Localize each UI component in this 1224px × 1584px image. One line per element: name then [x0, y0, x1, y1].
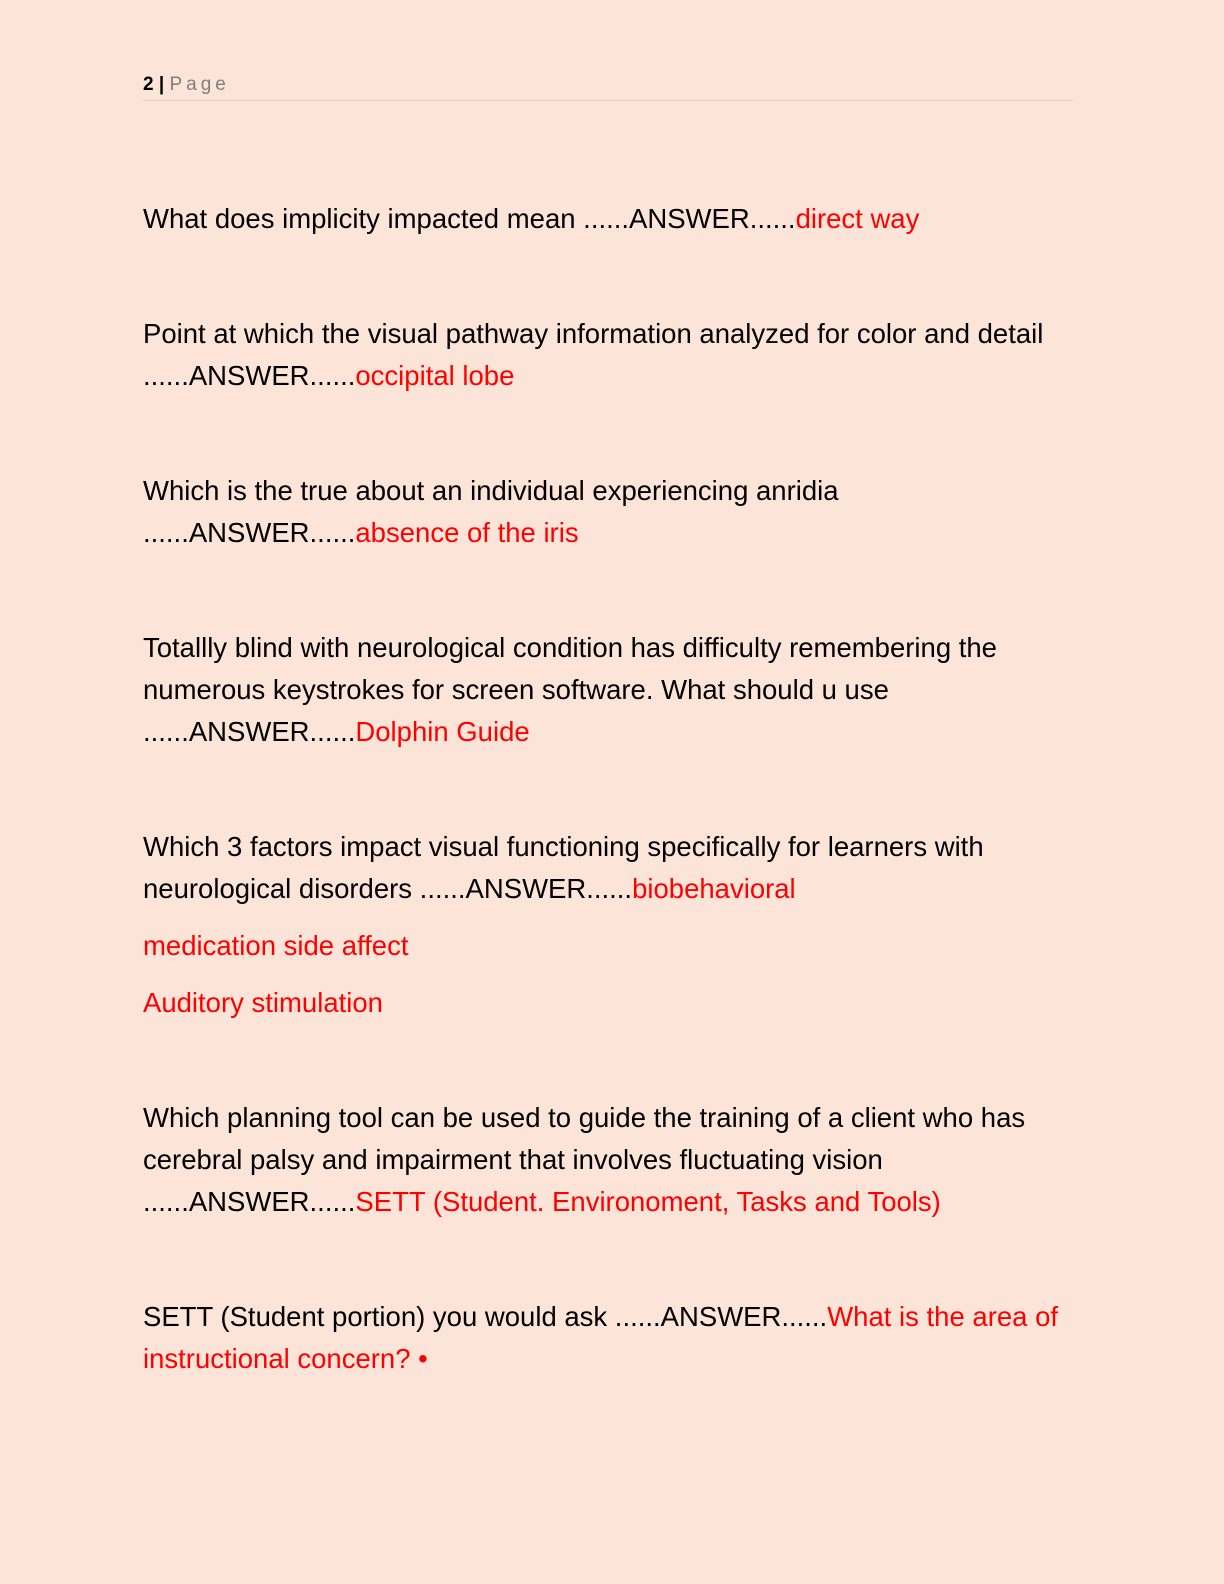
document-body	[143, 198, 1073, 1453]
question-text: Point at which the visual pathway information analyzed for color and detail ......ANSWER......	[143, 318, 1044, 391]
qa-item	[143, 313, 1073, 397]
qa-item	[143, 198, 1073, 240]
qa-item	[143, 1097, 1073, 1223]
answer-text: absence of the iris	[355, 517, 579, 548]
answer-text: What is the area of instructional concern? •	[143, 1301, 1059, 1374]
answer-text: occipital lobe	[355, 360, 515, 391]
page-separator: |	[158, 74, 165, 95]
page-label: Page	[169, 74, 230, 95]
answer-text: SETT (Student. Environoment, Tasks and Tools)	[355, 1186, 941, 1217]
question-text: Totallly blind with neurological condition has difficulty remembering the numerous keystrokes for screen software. What should u use ......ANSWER......	[143, 632, 997, 747]
question-text: What does implicity impacted mean ......ANSWER......	[143, 203, 796, 234]
qa-item	[143, 470, 1073, 554]
qa-item	[143, 627, 1073, 753]
question-text: Which is the true about an individual experiencing anridia ......ANSWER......	[143, 475, 839, 548]
question-text: SETT (Student portion) you would ask ......ANSWER......	[143, 1301, 828, 1332]
answer-text: Dolphin Guide	[355, 716, 530, 747]
question-text: Which 3 factors impact visual functioning specifically for learners with neurological disorders ......ANSWER......	[143, 831, 984, 904]
answer-text: direct way	[795, 203, 920, 234]
extra-answer: medication side affect	[143, 930, 409, 961]
page-number: 2	[143, 74, 154, 95]
page-header	[143, 72, 1073, 101]
answer-text: biobehavioral	[632, 873, 796, 904]
extra-answer: Auditory stimulation	[143, 987, 383, 1018]
qa-item	[143, 826, 1073, 910]
qa-item	[143, 1296, 1073, 1380]
question-text: Which planning tool can be used to guide the training of a client who has cerebral palsy and impairment that involves fluctuating vision ......ANSWER......	[143, 1102, 1026, 1217]
